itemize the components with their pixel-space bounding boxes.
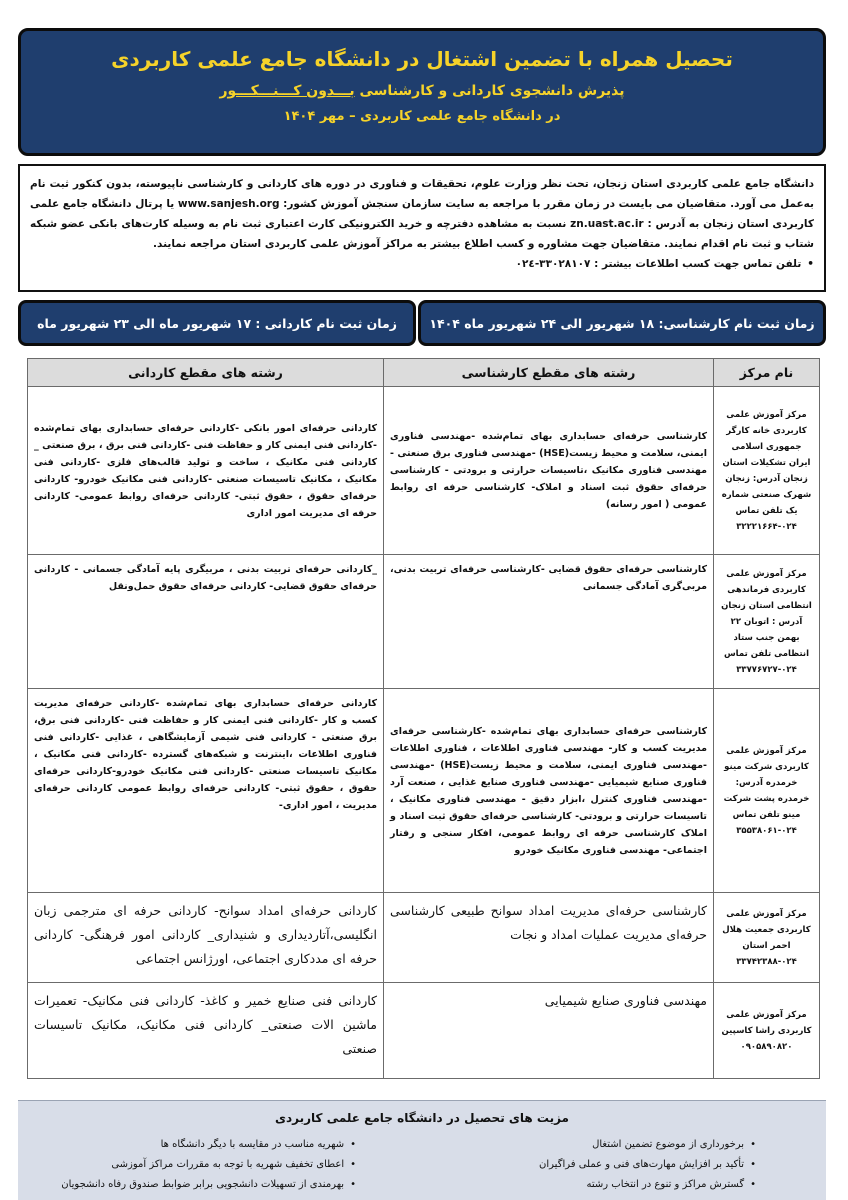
page-title: تحصیل همراه با تضمین اشتغال در دانشگاه جامع علمی کاربردی [111,47,733,71]
associate-fields: کاردانی حرفه‌ای حسابداری بهای تمام‌شده -کاردانی حرفه‌ای مدیریت کسب و کار -کاردانی فنی ایمنی کار و حفاظت فنی -کاردانی فنی برق، برق صنعتی - کاردانی فنی شیمی آزمایشگاهی ، غذایی -کاردانی فنی فناوری اطلاعات ،اینترنت و شبکه‌های گسترده -کاردانی فنی مکانیک ، مکانیک تاسیسات صنعتی -کاردانی فنی مکانیک خودرو-کاردانی حرفه‌ای حقوق ، حقوق ثبتی- کاردانی حرفه‌ای روابط عمومی کاردانی حرفه‌ای مدیریت ، امور اداری- [28,689,384,893]
table-row [28,689,820,893]
bachelor-date-text: زمان ثبت نام کارشناسی: ۱۸ شهریور الی ۲۴ شهریور ماه ۱۴۰۴ [429,315,815,331]
center-name: مرکز آموزش علمی کاربردی شرکت مینو خرمدره آدرس: خرمدره پشت شرکت مینو تلفن تماس ۰۲۴-۳۵۵۳۸۰۶۱ [714,689,820,893]
list-item: • تأکید بر افزایش مهارت‌های فنی و عملی فراگیران [376,1155,756,1175]
intro-box [18,164,826,292]
header-date: در دانشگاه جامع علمی کاربردی – مهر ۱۴۰۴ [283,109,561,124]
benefits-list-left [0,1135,356,1195]
benefits-list-right [376,1135,756,1195]
bachelor-fields: مهندسی فناوری صنایع شیمیایی [384,983,714,1079]
associate-fields: کاردانی حرفه‌ای امور بانکی -کاردانی حرفه‌ای حسابداری بهای تمام‌شده -کاردانی فنی ایمنی کار و حفاظت فنی -کاردانی فنی برق ، برق صنعتی _ کاردانی فنی مکانیک ، ساخت و تولید قالب‌های فلزی -کاردانی فنی مکانیک ، مکانیک تاسیسات صنعتی -کاردانی فنی مکانیک خودرو- کاردانی حرفه‌ای حقوق ، حقوق ثبتی- کاردانی حرفه‌ای روابط عمومی- کاردانی حرفه ای مدیریت امور اداری [28,387,384,555]
list-item: • شهریه مناسب در مقایسه با دیگر دانشگاه ها [0,1135,356,1155]
center-name: مرکز آموزش علمی کاربردی فرماندهی انتظامی استان زنجان آدرس : اتوبان ۲۲ بهمن جنب ستاد انتظامی تلفن تماس ۰۲۴-۳۳۷۷۶۷۲۷ [714,555,820,689]
subtitle-text: پذیرش دانشجوی کاردانی و کارشناسی [359,83,625,99]
table-row [28,983,820,1079]
table-header-row [28,359,820,387]
associate-registration-date [18,300,416,346]
bachelor-fields: کارشناسی حرفه‌ای حسابداری بهای تمام‌شده -مهندسی فناوری ایمنی، سلامت و محیط زیست(HSE) -مهندسی فناوری برق صنعتی - مهندسی فناوری مکانیک ،تاسیسات حرارتی و برودتی - کارشناسی حرفه‌ای حقوق ثبت اسناد و املاک- کارشناسی حرفه ای روابط عمومی ( امور رسانه) [384,387,714,555]
contact-phone: • تلفن تماس جهت کسب اطلاعات بیشتر : ۳۳۰۲۸۱۰۷-۰۲٤ [30,254,814,274]
bachelor-fields: کارشناسی حرفه‌ای حسابداری بهای تمام‌شده -کارشناسی حرفه‌ای مدیریت کسب و کار- مهندسی فناوری اطلاعات ، فناوری اطلاعات -مهندسی فناوری ایمنی، سلامت و محیط زیست(HSE) -مهندسی فناوری صنایع شیمیایی -مهندسی فناوری صنایع غذایی ، صنعت آرد -مهندسی فناوری کنترل ،ابزار دقیق - مهندسی فناوری مکانیک ، تاسیسات حرارتی و برودتی- کارشناسی حرفه‌ای حقوق ثبت اسناد و املاک کارشناسی حرفه ای روابط عمومی، افکار سنجی و رفتار اجتماعی- مهندسی فناوری مکانیک خودرو [384,689,714,893]
benefits-title: مزیت های تحصیل در دانشگاه جامع علمی کاربردی [275,1111,569,1125]
table-row [28,893,820,983]
list-item: • برخورداری از موضوع تضمین اشتغال [376,1135,756,1155]
registration-dates [18,300,826,346]
programs-table [28,358,820,1079]
list-item: • گسترش مراکز و تنوع در انتخاب رشته [376,1175,756,1195]
table-row [28,555,820,689]
header-subtitle [21,83,823,99]
center-name: مرکز آموزش علمی کاربردی راشا کاسپین ۰۹۰۵۸۹۰۸۲۰ [714,983,820,1079]
associate-fields: کاردانی فنی صنایع خمیر و کاغذ- کاردانی فنی مکانیک- تعمیرات ماشین الات صنعتی_ کاردانی فنی مکانیک، مکانیک تاسیسات صنعتی [28,983,384,1079]
header-bachelor: رشته های مقطع کارشناسی [384,359,714,387]
subtitle-underlined: بـــدون کـــنـــکـــور [219,83,355,99]
list-item: • بهرمندی از تسهیلات دانشجویی برابر ضوابط صندوق رفاه دانشجویان [0,1175,356,1195]
intro-paragraph: دانشگاه جامع علمی کاربردی استان زنجان، تحت نظر وزارت علوم، تحقیقات و فناوری در دوره های کاردانی و کارشناسی ناپیوسته، بدون کنکور ثبت نام به‌عمل می آورد. متقاضیان می بایست در زمان مقرر با مراجعه به سایت سازمان سنجش آموزش کشور: www.sanjesh.org یا پرتال دانشگاه جامع علمی کاربردی استان زنجان به آدرس : zn.uast.ac.ir نسبت به مشاهده دفترچه و خرید الکترونیکی کارت اعتباری ثبت نام به وسیله کارت‌های بانکی عضو شبکه شتاب و ثبت نام اقدام نمایند. متقاضیان جهت مشاوره و کسب اطلاع بیشتر به مراکز آموزش علمی کاربردی استان مراجعه نمایند. [30,178,814,250]
associate-date-text: زمان ثبت نام کاردانی : ۱۷ شهریور ماه الی ۲۳ شهریور ماه [37,315,397,331]
bachelor-fields: کارشناسی حرفه‌ای مدیریت امداد سوانح طبیعی کارشناسی حرفه‌ای مدیریت عملیات امداد و نجات [384,893,714,983]
header-center: نام مرکز [714,359,820,387]
center-name: مرکز آموزش علمی کاربردی جمعیت هلال احمر استان ۰۲۴-۳۳۷۴۲۳۸۸ [714,893,820,983]
center-name: مرکز آموزش علمی کاربردی خانه کارگر جمهوری اسلامی ایران تشکیلات استان زنجان آدرس: زنجان شهرک صنعتی شماره یک تلفن تماس ۰۲۴-۳۲۲۲۱۶۶۴ [714,387,820,555]
table-row [28,387,820,555]
list-item: • اعطای تخفیف شهریه با توجه به مقررات مراکز آموزشی [0,1155,356,1175]
bachelor-registration-date [418,300,826,346]
header-banner [18,28,826,156]
bachelor-fields: کارشناسی حرفه‌ای حقوق قضایی -کارشناسی حرفه‌ای تربیت بدنی، مربی‌گری آمادگی جسمانی [384,555,714,689]
benefits-section [18,1100,826,1200]
associate-fields: _کاردانی حرفه‌ای تربیت بدنی ، مربیگری پایه آمادگی جسمانی - کاردانی حرفه‌ای حقوق قضایی- کاردانی حرفه‌ای حقوق حمل‌ونقل [28,555,384,689]
header-associate: رشته های مقطع کاردانی [28,359,384,387]
associate-fields: کاردانی حرفه‌ای امداد سوانح- کاردانی حرفه ای مترجمی زبان انگلیسی،آتاردیداری و شنیداری_ کاردانی امور فرهنگی- کاردانی حرفه ای مددکاری اجتماعی، اورژانس اجتماعی [28,893,384,983]
